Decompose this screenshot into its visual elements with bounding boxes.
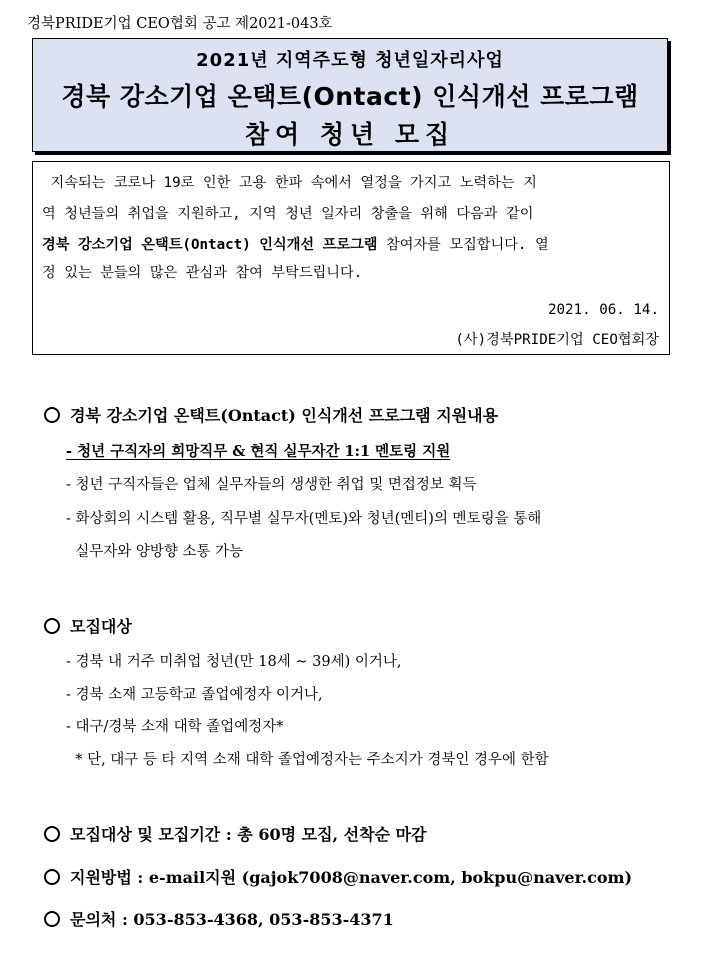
issuing-organization: (사)경북PRIDE기업 CEO협회장	[455, 332, 659, 348]
intro-program-name: 경북 강소기업 온택트(Ontact) 인식개선 프로그램	[42, 237, 378, 253]
intro-line-1: 지속되는 코로나 19로 인한 고용 한파 속에서 열정을 가지고 노력하는 지	[42, 175, 537, 191]
title-line-3: 참여 청년 모집	[244, 120, 456, 149]
support-item-video: - 화상회의 시스템 활용, 직무별 실무자(멘토)와 청년(멘티)의 멘토링을 통해	[66, 511, 542, 527]
eligibility-item-3: - 대구/경북 소재 대학 졸업예정자*	[66, 719, 284, 735]
eligibility-footnote: * 단, 대구 등 타 지역 소재 대학 졸업예정자는 주소지가 경북인 경우에 한함	[66, 752, 549, 768]
title-line-2: 경북 강소기업 온택트(Ontact) 인식개선 프로그램	[61, 82, 639, 111]
notice-date: 2021. 06. 14.	[547, 302, 659, 318]
circle-bullet-icon	[44, 911, 60, 927]
title-line-1: 2021년 지역주도형 청년일자리사업	[196, 50, 504, 71]
support-item-info: - 청년 구직자들은 업체 실무자들의 생생한 취업 및 면접정보 획득	[66, 477, 477, 493]
eligibility-item-2: - 경북 소재 고등학교 졸업예정자 이거나,	[66, 687, 323, 703]
support-item-mentoring	[66, 440, 450, 461]
section-support-content-title	[44, 403, 498, 426]
intro-box	[32, 161, 670, 355]
intro-line-2: 역 청년들의 취업을 지원하고, 지역 청년 일자리 창출을 위해 다음과 같이	[42, 206, 534, 222]
section-title-text: 지원방법 : e-mail지원 (gajok7008@naver.com, bokpu@naver.com)	[70, 868, 633, 887]
circle-bullet-icon	[44, 618, 60, 634]
intro-line-3-rest: 참여자를 모집합니다. 열	[377, 237, 549, 253]
eligibility-item-1: - 경북 내 거주 미취업 청년(만 18세 ~ 39세) 이거나,	[66, 654, 402, 670]
support-item-video-cont: 실무자와 양방향 소통 가능	[66, 544, 244, 560]
title-box	[32, 38, 668, 152]
circle-bullet-icon	[44, 407, 60, 423]
section-title-text: 경북 강소기업 온택트(Ontact) 인식개선 프로그램 지원내용	[70, 406, 499, 425]
intro-line-4: 정 있는 분들의 많은 관심과 참여 부탁드립니다.	[42, 265, 363, 281]
section-title-text: 문의처 : 053-853-4368, 053-853-4371	[70, 910, 394, 929]
section-eligibility-title	[44, 614, 132, 637]
section-recruitment-period	[44, 822, 427, 845]
section-title-text: 모집대상 및 모집기간 : 총 60명 모집, 선착순 마감	[70, 825, 427, 844]
circle-bullet-icon	[44, 869, 60, 885]
section-contact	[44, 907, 394, 930]
section-title-text: 모집대상	[70, 617, 132, 636]
intro-line-3	[42, 234, 660, 254]
support-item-text: - 청년 구직자의 희망직무 & 현직 실무자간 1:1 멘토링 지원	[66, 443, 451, 460]
circle-bullet-icon	[44, 826, 60, 842]
section-application-method	[44, 865, 632, 888]
notice-reference-number: 경북PRIDE기업 CEO협회 공고 제2021-043호	[27, 16, 333, 32]
